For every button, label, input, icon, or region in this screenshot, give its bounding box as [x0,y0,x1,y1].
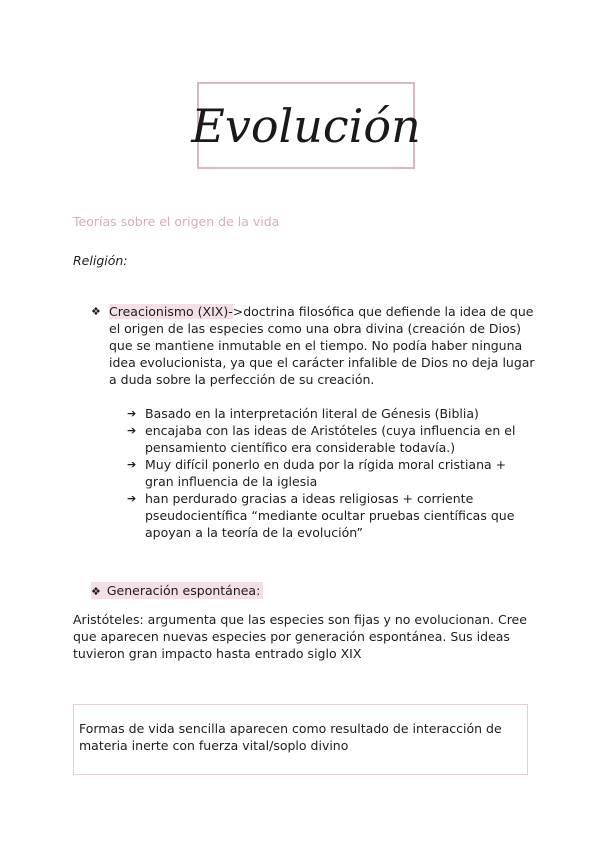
arrow-right-icon: ➔ [127,458,137,471]
subitem-text: Basado en la interpretación literal de Génesis (Biblia) [145,406,479,421]
arrow-right-icon: ➔ [127,492,137,505]
note-box-text: Formas de vida sencilla aparecen como resultado de interacción de materia inerte con fuerza vital/soplo divino [79,721,502,753]
creacionismo-body [109,303,536,388]
generacion-label: Generación espontánea: [106,583,261,598]
religion-heading: Religión: [73,253,128,268]
generacion-bullet [91,582,263,599]
diamond-bullet-icon: ❖ [91,585,101,598]
section-subtitle: Teorías sobre el origen de la vida [73,214,280,229]
note-box [73,704,528,775]
list-item [127,405,527,422]
title-box [191,82,421,169]
creacionismo-text: >doctrina filosófica que defiende la idea de que el origen de las especies como una obra divina (creación de Dios) que se mantiene inmutable en el tiempo. No podía haber ninguna idea evolucionista, ya que el carácter infalible de Dios no deja lugar a duda sobre la perfección de su creación. [109,304,535,387]
subitem-text: encajaba con las ideas de Aristóteles (cuya influencia en el pensamiento científico era considerable todavía.) [145,423,516,455]
diamond-bullet-icon: ❖ [91,305,101,318]
subitem-text: han perdurado gracias a ideas religiosas + corriente pseudocientífica “mediante ocultar pruebas científicas que apoyan a la teoría de la evolución” [145,491,515,540]
list-item [127,490,527,541]
list-item [127,456,527,490]
aristoteles-paragraph: Aristóteles: argumenta que las especies son fijas y no evolucionan. Cree que aparecen nuevas especies por generación espontánea. Sus ideas tuvieron gran impacto hasta entrado siglo XIX [73,612,527,661]
subitem-text: Muy difícil ponerlo en duda por la rígida moral cristiana + gran influencia de la iglesia [145,457,507,489]
arrow-right-icon: ➔ [127,424,137,437]
creacionismo-term: Creacionismo (XIX)- [109,304,233,319]
page-title: Evolución [191,98,421,153]
arrow-right-icon: ➔ [127,407,137,420]
creacionismo-bullet [91,303,536,388]
creacionismo-subitems [127,405,527,541]
list-item [127,422,527,456]
